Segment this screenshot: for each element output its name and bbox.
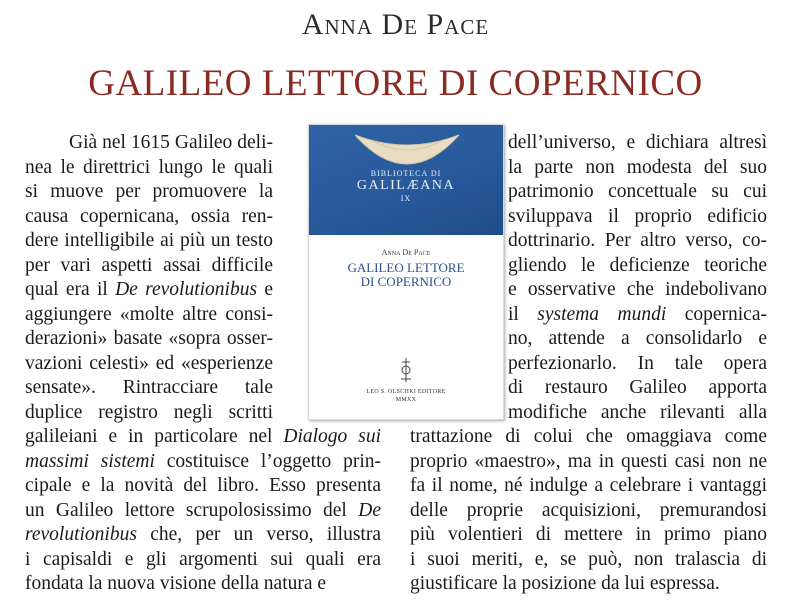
left-line	[25, 499, 381, 523]
right-line	[410, 548, 767, 572]
text-run: i suoi meriti, e, se può, non tralascia di	[410, 548, 767, 570]
left-line	[25, 450, 381, 474]
text-run: modifiche anche rilevanti alla	[508, 401, 767, 423]
left-line	[25, 327, 273, 351]
text-run: un Galileo lettore scrupolosissimo del	[25, 499, 359, 521]
text-run: Già nel 1615 Galileo deli-	[69, 132, 273, 153]
text-run: di restauro Galileo apporta	[508, 377, 767, 398]
publisher-emblem-icon	[399, 357, 413, 383]
text-run: delle proprie acquisizioni, premurandosi	[410, 499, 767, 521]
italic-run: massimi sistemi	[25, 450, 155, 472]
right-line	[508, 352, 767, 376]
text-run: aggiungere «molte altre consi-	[25, 303, 273, 325]
right-line	[508, 205, 767, 229]
text-run: causa copernicana, ossia ren-	[25, 205, 273, 227]
left-line	[25, 205, 273, 229]
text-run: qual era il	[25, 279, 116, 300]
text-run: giustificare la posizione da lui espressa.	[410, 573, 720, 594]
text-run: vazioni celesti» ed «esperienze	[25, 352, 273, 374]
cover-series-number: IX	[400, 194, 412, 203]
text-run: sviluppava il proprio edificio	[508, 205, 767, 227]
cover-author: Anna De Pace	[381, 248, 431, 257]
text-run: patrimonio concettuale su cui	[508, 181, 767, 202]
italic-run: De revolutionibus	[115, 279, 258, 300]
text-run: perfezionarlo. In tale opera	[508, 352, 767, 374]
right-line	[508, 376, 767, 400]
text-run: derazioni» basate «sopra osser-	[25, 328, 273, 349]
text-run: e osservative che indebolivano	[508, 279, 767, 300]
text-run: dottrinario. Per altro verso, co-	[508, 230, 767, 251]
text-run: duplice registro negli scritti	[25, 401, 273, 423]
cover-title-line1: GALILEO LETTORE	[347, 260, 465, 275]
right-line	[508, 254, 767, 278]
left-line	[25, 156, 273, 180]
right-line	[410, 523, 767, 547]
left-line	[25, 254, 273, 278]
author-name: Anna De Pace	[301, 8, 490, 41]
text-run: gliendo le deficienze teoriche	[508, 254, 767, 276]
italic-run: Dialogo sui	[283, 426, 381, 447]
right-line	[508, 303, 767, 327]
cover-series-line1: BIBLIOTECA DI	[370, 169, 442, 178]
left-line	[25, 352, 273, 376]
left-line	[25, 548, 381, 572]
right-line	[410, 499, 767, 523]
left-line	[25, 229, 273, 253]
cover-publisher	[309, 388, 503, 404]
left-line	[25, 180, 273, 204]
right-line	[410, 572, 767, 596]
right-line	[410, 474, 767, 498]
text-run: proprio «maestro», ma in questi casi non ne	[410, 450, 767, 472]
text-run: no, attende a consolidarlo e	[508, 328, 767, 349]
text-run: che, per un verso, illustra	[136, 524, 381, 545]
right-line	[508, 401, 767, 425]
cover-title-line2: DI COPERNICO	[360, 274, 452, 289]
left-line	[25, 474, 381, 498]
text-run: dell’universo, e dichiara altresì	[508, 132, 767, 153]
italic-run: De	[358, 499, 381, 521]
text-run: copernica-	[666, 303, 767, 325]
book-cover	[308, 124, 504, 420]
book-title: GALILEO LETTORE DI COPERNICO	[88, 63, 703, 104]
right-line	[410, 450, 767, 474]
text-run: per vari aspetti assai difficile	[25, 254, 273, 276]
text-run: dere intelligibile ai più un testo	[25, 230, 273, 251]
right-line	[508, 327, 767, 351]
cover-series	[309, 169, 503, 203]
italic-run: revolutionibus	[25, 524, 137, 545]
text-run: costituisce l’oggetto prin-	[154, 450, 381, 472]
left-line	[25, 303, 273, 327]
cover-series-line2: GALILÆANA	[356, 178, 456, 193]
right-line	[508, 131, 767, 155]
cover-title	[309, 261, 503, 289]
text-run: i capisaldi e gli argomenti sui quali era	[25, 548, 381, 570]
right-line	[508, 229, 767, 253]
text-run: e	[257, 279, 274, 300]
right-line	[410, 425, 767, 449]
left-line	[25, 278, 273, 302]
text-run: fa il nome, né indulge a celebrare i vantaggi	[410, 475, 767, 496]
text-run: si muove per promuovere la	[25, 181, 273, 202]
right-line	[508, 180, 767, 204]
text-run: il	[508, 303, 538, 325]
left-line	[25, 376, 273, 400]
right-line	[508, 156, 767, 180]
italic-run: systema mundi	[537, 303, 667, 325]
cover-publisher-name: LEO S. OLSCHKI EDITORE	[366, 389, 446, 395]
cover-year: MMXX	[395, 397, 417, 403]
right-line	[508, 278, 767, 302]
text-run: sensate». Rintracciare tale	[25, 377, 273, 398]
left-line	[25, 401, 273, 425]
text-run: galileiani e in particolare nel	[25, 426, 284, 447]
left-line	[25, 425, 381, 449]
left-line	[25, 523, 381, 547]
text-run: più volentieri di mettere in primo piano	[410, 524, 767, 545]
text-run: la parte non modesta del suo	[508, 156, 767, 178]
text-run: fondata la nuova visione della natura e	[25, 573, 327, 594]
moon-icon	[353, 133, 461, 167]
text-run: nea le direttrici lungo le quali	[25, 156, 273, 178]
left-line	[25, 572, 381, 596]
text-run: trattazione di colui che omaggiava come	[410, 426, 767, 447]
text-run: cipale e la novità del libro. Esso presenta	[25, 475, 381, 496]
left-line	[25, 131, 273, 155]
